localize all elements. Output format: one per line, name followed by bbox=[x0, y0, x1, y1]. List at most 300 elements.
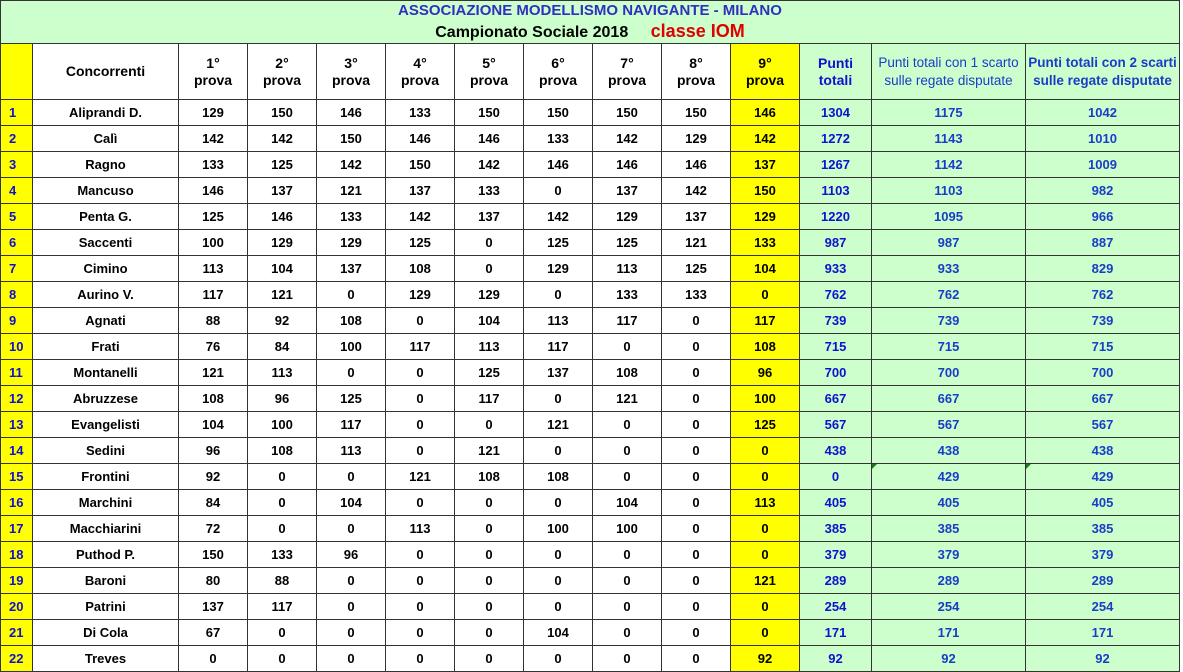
round-2-score-cell[interactable]: 113 bbox=[248, 360, 317, 386]
round-1-score-cell[interactable]: 72 bbox=[179, 516, 248, 542]
competitor-name-cell[interactable]: Calì bbox=[33, 126, 179, 152]
round-5-score-cell[interactable]: 0 bbox=[455, 646, 524, 672]
round-6-score-cell[interactable]: 0 bbox=[524, 594, 593, 620]
round-9-header[interactable] bbox=[731, 44, 800, 100]
total-points-cell[interactable]: 405 bbox=[800, 490, 872, 516]
round-3-score-cell[interactable]: 113 bbox=[317, 438, 386, 464]
round-7-score-cell[interactable]: 100 bbox=[593, 516, 662, 542]
round-6-score-cell[interactable]: 113 bbox=[524, 308, 593, 334]
round-2-score-cell[interactable]: 0 bbox=[248, 620, 317, 646]
round-8-score-cell[interactable]: 0 bbox=[662, 334, 731, 360]
round-2-score-cell[interactable]: 96 bbox=[248, 386, 317, 412]
round-5-score-cell[interactable]: 142 bbox=[455, 152, 524, 178]
round-5-score-cell[interactable]: 121 bbox=[455, 438, 524, 464]
round-9-score-cell[interactable]: 0 bbox=[731, 438, 800, 464]
round-8-score-cell[interactable]: 133 bbox=[662, 282, 731, 308]
total-points-cell[interactable]: 289 bbox=[800, 568, 872, 594]
round-3-score-cell[interactable]: 100 bbox=[317, 334, 386, 360]
round-4-score-cell[interactable]: 146 bbox=[386, 126, 455, 152]
round-7-score-cell[interactable]: 0 bbox=[593, 334, 662, 360]
round-4-score-cell[interactable]: 117 bbox=[386, 334, 455, 360]
total-1-discard-cell[interactable]: 438 bbox=[872, 438, 1026, 464]
round-6-score-cell[interactable]: 125 bbox=[524, 230, 593, 256]
round-4-score-cell[interactable]: 0 bbox=[386, 360, 455, 386]
round-4-score-cell[interactable]: 121 bbox=[386, 464, 455, 490]
round-6-score-cell[interactable]: 0 bbox=[524, 386, 593, 412]
round-6-score-cell[interactable]: 0 bbox=[524, 490, 593, 516]
total-points-cell[interactable]: 987 bbox=[800, 230, 872, 256]
round-9-score-cell[interactable]: 125 bbox=[731, 412, 800, 438]
round-3-score-cell[interactable]: 0 bbox=[317, 464, 386, 490]
round-8-score-cell[interactable]: 142 bbox=[662, 178, 731, 204]
total-1-discard-cell[interactable]: 385 bbox=[872, 516, 1026, 542]
rank-cell[interactable]: 14 bbox=[1, 438, 33, 464]
rank-cell[interactable]: 20 bbox=[1, 594, 33, 620]
round-1-score-cell[interactable]: 84 bbox=[179, 490, 248, 516]
round-9-score-cell[interactable]: 108 bbox=[731, 334, 800, 360]
total-1-discard-cell[interactable]: 1175 bbox=[872, 100, 1026, 126]
round-5-score-cell[interactable]: 129 bbox=[455, 282, 524, 308]
rank-cell[interactable]: 3 bbox=[1, 152, 33, 178]
round-7-score-cell[interactable]: 150 bbox=[593, 100, 662, 126]
round-3-score-cell[interactable]: 104 bbox=[317, 490, 386, 516]
round-4-score-cell[interactable]: 0 bbox=[386, 386, 455, 412]
round-7-score-cell[interactable]: 117 bbox=[593, 308, 662, 334]
total-1-discard-header[interactable]: Punti totali con 1 scarto sulle regate disputate bbox=[872, 44, 1026, 100]
competitor-name-cell[interactable]: Evangelisti bbox=[33, 412, 179, 438]
round-4-score-cell[interactable]: 129 bbox=[386, 282, 455, 308]
round-5-score-cell[interactable]: 146 bbox=[455, 126, 524, 152]
round-9-score-cell[interactable]: 142 bbox=[731, 126, 800, 152]
round-2-score-cell[interactable]: 125 bbox=[248, 152, 317, 178]
round-8-score-cell[interactable]: 0 bbox=[662, 308, 731, 334]
total-points-cell[interactable]: 1267 bbox=[800, 152, 872, 178]
total-2-discards-cell[interactable]: 567 bbox=[1026, 412, 1180, 438]
total-1-discard-cell[interactable]: 429 bbox=[872, 464, 1026, 490]
rank-cell[interactable]: 9 bbox=[1, 308, 33, 334]
round-9-score-cell[interactable]: 0 bbox=[731, 594, 800, 620]
round-4-score-cell[interactable]: 137 bbox=[386, 178, 455, 204]
round-6-score-cell[interactable]: 146 bbox=[524, 152, 593, 178]
round-3-score-cell[interactable]: 117 bbox=[317, 412, 386, 438]
rank-cell[interactable]: 10 bbox=[1, 334, 33, 360]
round-6-score-cell[interactable]: 142 bbox=[524, 204, 593, 230]
round-3-score-cell[interactable]: 96 bbox=[317, 542, 386, 568]
round-6-score-cell[interactable]: 121 bbox=[524, 412, 593, 438]
total-1-discard-cell[interactable]: 715 bbox=[872, 334, 1026, 360]
round-7-score-cell[interactable]: 137 bbox=[593, 178, 662, 204]
round-5-score-cell[interactable]: 0 bbox=[455, 490, 524, 516]
round-3-score-cell[interactable]: 129 bbox=[317, 230, 386, 256]
round-8-score-cell[interactable]: 0 bbox=[662, 464, 731, 490]
competitor-name-cell[interactable]: Cimino bbox=[33, 256, 179, 282]
round-5-score-cell[interactable]: 113 bbox=[455, 334, 524, 360]
round-7-score-cell[interactable]: 0 bbox=[593, 646, 662, 672]
round-1-score-cell[interactable]: 88 bbox=[179, 308, 248, 334]
round-1-score-cell[interactable]: 150 bbox=[179, 542, 248, 568]
round-7-score-cell[interactable]: 0 bbox=[593, 438, 662, 464]
competitor-name-cell[interactable]: Sedini bbox=[33, 438, 179, 464]
round-3-score-cell[interactable]: 0 bbox=[317, 594, 386, 620]
round-1-score-cell[interactable]: 67 bbox=[179, 620, 248, 646]
rank-cell[interactable]: 19 bbox=[1, 568, 33, 594]
round-8-score-cell[interactable]: 0 bbox=[662, 620, 731, 646]
round-4-score-cell[interactable]: 150 bbox=[386, 152, 455, 178]
total-1-discard-cell[interactable]: 762 bbox=[872, 282, 1026, 308]
total-1-discard-cell[interactable]: 739 bbox=[872, 308, 1026, 334]
round-2-score-cell[interactable]: 146 bbox=[248, 204, 317, 230]
round-9-score-cell[interactable]: 133 bbox=[731, 230, 800, 256]
competitor-name-cell[interactable]: Aurino V. bbox=[33, 282, 179, 308]
round-7-header[interactable] bbox=[593, 44, 662, 100]
round-6-score-cell[interactable]: 0 bbox=[524, 646, 593, 672]
round-8-score-cell[interactable]: 0 bbox=[662, 438, 731, 464]
total-points-cell[interactable]: 933 bbox=[800, 256, 872, 282]
total-points-cell[interactable]: 1220 bbox=[800, 204, 872, 230]
total-1-discard-cell[interactable]: 289 bbox=[872, 568, 1026, 594]
round-3-score-cell[interactable]: 0 bbox=[317, 620, 386, 646]
total-points-cell[interactable]: 567 bbox=[800, 412, 872, 438]
total-1-discard-cell[interactable]: 933 bbox=[872, 256, 1026, 282]
round-2-score-cell[interactable]: 84 bbox=[248, 334, 317, 360]
round-9-score-cell[interactable]: 96 bbox=[731, 360, 800, 386]
total-points-cell[interactable]: 254 bbox=[800, 594, 872, 620]
competitor-name-cell[interactable]: Baroni bbox=[33, 568, 179, 594]
total-1-discard-cell[interactable]: 667 bbox=[872, 386, 1026, 412]
competitor-name-cell[interactable]: Penta G. bbox=[33, 204, 179, 230]
round-4-score-cell[interactable]: 133 bbox=[386, 100, 455, 126]
round-5-score-cell[interactable]: 0 bbox=[455, 256, 524, 282]
round-7-score-cell[interactable]: 0 bbox=[593, 542, 662, 568]
round-9-score-cell[interactable]: 104 bbox=[731, 256, 800, 282]
round-2-score-cell[interactable]: 0 bbox=[248, 464, 317, 490]
round-9-score-cell[interactable]: 0 bbox=[731, 282, 800, 308]
round-8-score-cell[interactable]: 0 bbox=[662, 360, 731, 386]
total-2-discards-cell[interactable]: 92 bbox=[1026, 646, 1180, 672]
total-2-discards-cell[interactable]: 1009 bbox=[1026, 152, 1180, 178]
total-1-discard-cell[interactable]: 254 bbox=[872, 594, 1026, 620]
round-3-score-cell[interactable]: 121 bbox=[317, 178, 386, 204]
total-2-discards-cell[interactable]: 379 bbox=[1026, 542, 1180, 568]
total-2-discards-cell[interactable]: 1042 bbox=[1026, 100, 1180, 126]
total-points-cell[interactable]: 1272 bbox=[800, 126, 872, 152]
rank-cell[interactable]: 2 bbox=[1, 126, 33, 152]
round-2-score-cell[interactable]: 117 bbox=[248, 594, 317, 620]
round-3-score-cell[interactable]: 0 bbox=[317, 646, 386, 672]
round-8-score-cell[interactable]: 125 bbox=[662, 256, 731, 282]
round-2-score-cell[interactable]: 88 bbox=[248, 568, 317, 594]
round-8-header[interactable] bbox=[662, 44, 731, 100]
total-1-discard-cell[interactable]: 1103 bbox=[872, 178, 1026, 204]
round-1-score-cell[interactable]: 133 bbox=[179, 152, 248, 178]
round-8-score-cell[interactable]: 146 bbox=[662, 152, 731, 178]
round-5-score-cell[interactable]: 0 bbox=[455, 542, 524, 568]
round-2-score-cell[interactable]: 137 bbox=[248, 178, 317, 204]
round-2-score-cell[interactable]: 150 bbox=[248, 100, 317, 126]
round-6-score-cell[interactable]: 104 bbox=[524, 620, 593, 646]
round-6-score-cell[interactable]: 0 bbox=[524, 178, 593, 204]
competitor-name-cell[interactable]: Di Cola bbox=[33, 620, 179, 646]
round-4-score-cell[interactable]: 0 bbox=[386, 412, 455, 438]
round-8-score-cell[interactable]: 0 bbox=[662, 516, 731, 542]
round-8-score-cell[interactable]: 0 bbox=[662, 646, 731, 672]
total-1-discard-cell[interactable]: 1095 bbox=[872, 204, 1026, 230]
rank-cell[interactable]: 17 bbox=[1, 516, 33, 542]
round-1-score-cell[interactable]: 104 bbox=[179, 412, 248, 438]
total-points-cell[interactable]: 171 bbox=[800, 620, 872, 646]
round-2-score-cell[interactable]: 92 bbox=[248, 308, 317, 334]
round-1-score-cell[interactable]: 129 bbox=[179, 100, 248, 126]
round-6-score-cell[interactable]: 0 bbox=[524, 568, 593, 594]
round-6-score-cell[interactable]: 0 bbox=[524, 542, 593, 568]
total-2-discards-cell[interactable]: 171 bbox=[1026, 620, 1180, 646]
round-2-score-cell[interactable]: 133 bbox=[248, 542, 317, 568]
round-8-score-cell[interactable]: 121 bbox=[662, 230, 731, 256]
total-2-discards-cell[interactable]: 385 bbox=[1026, 516, 1180, 542]
round-4-score-cell[interactable]: 0 bbox=[386, 568, 455, 594]
total-2-discards-cell[interactable]: 1010 bbox=[1026, 126, 1180, 152]
round-3-header[interactable] bbox=[317, 44, 386, 100]
total-points-cell[interactable]: 739 bbox=[800, 308, 872, 334]
competitor-name-cell[interactable]: Marchini bbox=[33, 490, 179, 516]
round-4-score-cell[interactable]: 108 bbox=[386, 256, 455, 282]
sheet-title[interactable]: ASSOCIAZIONE MODELLISMO NAVIGANTE - MILANO bbox=[1, 1, 1180, 22]
round-1-score-cell[interactable]: 125 bbox=[179, 204, 248, 230]
round-8-score-cell[interactable]: 0 bbox=[662, 542, 731, 568]
round-8-score-cell[interactable]: 137 bbox=[662, 204, 731, 230]
rank-cell[interactable]: 7 bbox=[1, 256, 33, 282]
round-1-score-cell[interactable]: 121 bbox=[179, 360, 248, 386]
round-7-score-cell[interactable]: 0 bbox=[593, 594, 662, 620]
competitor-name-cell[interactable]: Frati bbox=[33, 334, 179, 360]
total-points-cell[interactable]: 92 bbox=[800, 646, 872, 672]
rank-cell[interactable]: 15 bbox=[1, 464, 33, 490]
total-2-discards-cell[interactable]: 739 bbox=[1026, 308, 1180, 334]
total-1-discard-cell[interactable]: 1142 bbox=[872, 152, 1026, 178]
round-7-score-cell[interactable]: 146 bbox=[593, 152, 662, 178]
round-2-score-cell[interactable]: 129 bbox=[248, 230, 317, 256]
competitor-name-cell[interactable]: Abruzzese bbox=[33, 386, 179, 412]
competitor-name-cell[interactable]: Montanelli bbox=[33, 360, 179, 386]
round-6-score-cell[interactable]: 129 bbox=[524, 256, 593, 282]
round-2-score-cell[interactable]: 0 bbox=[248, 490, 317, 516]
round-5-score-cell[interactable]: 137 bbox=[455, 204, 524, 230]
total-1-discard-cell[interactable]: 92 bbox=[872, 646, 1026, 672]
competitor-name-cell[interactable]: Ragno bbox=[33, 152, 179, 178]
round-9-score-cell[interactable]: 0 bbox=[731, 516, 800, 542]
total-points-cell[interactable]: 385 bbox=[800, 516, 872, 542]
total-points-cell[interactable]: 762 bbox=[800, 282, 872, 308]
round-5-score-cell[interactable]: 0 bbox=[455, 516, 524, 542]
round-7-score-cell[interactable]: 0 bbox=[593, 464, 662, 490]
round-7-score-cell[interactable]: 0 bbox=[593, 568, 662, 594]
round-6-score-cell[interactable]: 108 bbox=[524, 464, 593, 490]
round-1-score-cell[interactable]: 142 bbox=[179, 126, 248, 152]
round-1-score-cell[interactable]: 100 bbox=[179, 230, 248, 256]
round-3-score-cell[interactable]: 142 bbox=[317, 152, 386, 178]
total-1-discard-cell[interactable]: 405 bbox=[872, 490, 1026, 516]
round-2-score-cell[interactable]: 121 bbox=[248, 282, 317, 308]
round-6-header[interactable] bbox=[524, 44, 593, 100]
round-7-score-cell[interactable]: 142 bbox=[593, 126, 662, 152]
round-5-score-cell[interactable]: 133 bbox=[455, 178, 524, 204]
round-8-score-cell[interactable]: 129 bbox=[662, 126, 731, 152]
total-1-discard-cell[interactable]: 567 bbox=[872, 412, 1026, 438]
competitor-name-cell[interactable]: Frontini bbox=[33, 464, 179, 490]
total-points-cell[interactable]: 667 bbox=[800, 386, 872, 412]
round-6-score-cell[interactable]: 117 bbox=[524, 334, 593, 360]
round-6-score-cell[interactable]: 100 bbox=[524, 516, 593, 542]
rank-cell[interactable]: 22 bbox=[1, 646, 33, 672]
round-7-score-cell[interactable]: 0 bbox=[593, 620, 662, 646]
total-2-discards-cell[interactable]: 700 bbox=[1026, 360, 1180, 386]
round-3-score-cell[interactable]: 137 bbox=[317, 256, 386, 282]
round-5-score-cell[interactable]: 117 bbox=[455, 386, 524, 412]
rank-cell[interactable]: 11 bbox=[1, 360, 33, 386]
round-8-score-cell[interactable]: 150 bbox=[662, 100, 731, 126]
round-7-score-cell[interactable]: 104 bbox=[593, 490, 662, 516]
total-2-discards-cell[interactable]: 966 bbox=[1026, 204, 1180, 230]
round-4-score-cell[interactable]: 0 bbox=[386, 438, 455, 464]
round-5-score-cell[interactable]: 108 bbox=[455, 464, 524, 490]
rank-cell[interactable]: 6 bbox=[1, 230, 33, 256]
round-7-score-cell[interactable]: 121 bbox=[593, 386, 662, 412]
round-3-score-cell[interactable]: 146 bbox=[317, 100, 386, 126]
rank-cell[interactable]: 21 bbox=[1, 620, 33, 646]
rank-cell[interactable]: 8 bbox=[1, 282, 33, 308]
total-2-discards-cell[interactable]: 829 bbox=[1026, 256, 1180, 282]
round-4-header[interactable] bbox=[386, 44, 455, 100]
round-1-score-cell[interactable]: 146 bbox=[179, 178, 248, 204]
round-9-score-cell[interactable]: 0 bbox=[731, 542, 800, 568]
total-points-cell[interactable]: 438 bbox=[800, 438, 872, 464]
round-4-score-cell[interactable]: 125 bbox=[386, 230, 455, 256]
round-1-header[interactable] bbox=[179, 44, 248, 100]
total-points-cell[interactable]: 1304 bbox=[800, 100, 872, 126]
round-6-score-cell[interactable]: 0 bbox=[524, 438, 593, 464]
round-3-score-cell[interactable]: 150 bbox=[317, 126, 386, 152]
round-7-score-cell[interactable]: 129 bbox=[593, 204, 662, 230]
round-6-score-cell[interactable]: 137 bbox=[524, 360, 593, 386]
total-2-discards-cell[interactable]: 289 bbox=[1026, 568, 1180, 594]
round-6-score-cell[interactable]: 133 bbox=[524, 126, 593, 152]
round-5-score-cell[interactable]: 150 bbox=[455, 100, 524, 126]
round-3-score-cell[interactable]: 133 bbox=[317, 204, 386, 230]
total-2-discards-cell[interactable]: 715 bbox=[1026, 334, 1180, 360]
round-5-header[interactable] bbox=[455, 44, 524, 100]
round-9-score-cell[interactable]: 121 bbox=[731, 568, 800, 594]
total-points-cell[interactable]: 700 bbox=[800, 360, 872, 386]
competitor-name-cell[interactable]: Mancuso bbox=[33, 178, 179, 204]
name-header[interactable]: Concorrenti bbox=[33, 44, 179, 100]
rank-cell[interactable]: 18 bbox=[1, 542, 33, 568]
round-2-score-cell[interactable]: 108 bbox=[248, 438, 317, 464]
round-1-score-cell[interactable]: 113 bbox=[179, 256, 248, 282]
round-8-score-cell[interactable]: 0 bbox=[662, 412, 731, 438]
round-2-score-cell[interactable]: 142 bbox=[248, 126, 317, 152]
round-2-score-cell[interactable]: 0 bbox=[248, 516, 317, 542]
round-7-score-cell[interactable]: 133 bbox=[593, 282, 662, 308]
round-6-score-cell[interactable]: 150 bbox=[524, 100, 593, 126]
rank-cell[interactable]: 1 bbox=[1, 100, 33, 126]
round-1-score-cell[interactable]: 117 bbox=[179, 282, 248, 308]
total-header[interactable]: Punti totali bbox=[800, 44, 872, 100]
round-3-score-cell[interactable]: 108 bbox=[317, 308, 386, 334]
round-8-score-cell[interactable]: 0 bbox=[662, 490, 731, 516]
round-9-score-cell[interactable]: 100 bbox=[731, 386, 800, 412]
round-9-score-cell[interactable]: 150 bbox=[731, 178, 800, 204]
total-points-cell[interactable]: 0 bbox=[800, 464, 872, 490]
round-1-score-cell[interactable]: 108 bbox=[179, 386, 248, 412]
round-1-score-cell[interactable]: 80 bbox=[179, 568, 248, 594]
rank-cell[interactable]: 5 bbox=[1, 204, 33, 230]
rank-header-cell[interactable] bbox=[1, 44, 33, 100]
round-3-score-cell[interactable]: 0 bbox=[317, 568, 386, 594]
round-3-score-cell[interactable]: 0 bbox=[317, 282, 386, 308]
round-5-score-cell[interactable]: 0 bbox=[455, 230, 524, 256]
total-points-cell[interactable]: 715 bbox=[800, 334, 872, 360]
round-4-score-cell[interactable]: 142 bbox=[386, 204, 455, 230]
round-5-score-cell[interactable]: 0 bbox=[455, 568, 524, 594]
total-2-discards-cell[interactable]: 438 bbox=[1026, 438, 1180, 464]
total-2-discards-cell[interactable]: 887 bbox=[1026, 230, 1180, 256]
round-4-score-cell[interactable]: 0 bbox=[386, 308, 455, 334]
round-9-score-cell[interactable]: 92 bbox=[731, 646, 800, 672]
round-8-score-cell[interactable]: 0 bbox=[662, 594, 731, 620]
round-2-score-cell[interactable]: 0 bbox=[248, 646, 317, 672]
competitor-name-cell[interactable]: Saccenti bbox=[33, 230, 179, 256]
round-4-score-cell[interactable]: 0 bbox=[386, 620, 455, 646]
total-points-cell[interactable]: 1103 bbox=[800, 178, 872, 204]
round-2-header[interactable] bbox=[248, 44, 317, 100]
rank-cell[interactable]: 16 bbox=[1, 490, 33, 516]
round-2-score-cell[interactable]: 104 bbox=[248, 256, 317, 282]
round-9-score-cell[interactable]: 129 bbox=[731, 204, 800, 230]
total-2-discards-header[interactable]: Punti totali con 2 scarti sulle regate disputate bbox=[1026, 44, 1180, 100]
round-6-score-cell[interactable]: 0 bbox=[524, 282, 593, 308]
round-4-score-cell[interactable]: 0 bbox=[386, 646, 455, 672]
round-7-score-cell[interactable]: 113 bbox=[593, 256, 662, 282]
total-2-discards-cell[interactable]: 982 bbox=[1026, 178, 1180, 204]
round-1-score-cell[interactable]: 137 bbox=[179, 594, 248, 620]
round-3-score-cell[interactable]: 125 bbox=[317, 386, 386, 412]
total-1-discard-cell[interactable]: 379 bbox=[872, 542, 1026, 568]
round-1-score-cell[interactable]: 76 bbox=[179, 334, 248, 360]
competitor-name-cell[interactable]: Macchiarini bbox=[33, 516, 179, 542]
rank-cell[interactable]: 4 bbox=[1, 178, 33, 204]
rank-cell[interactable]: 12 bbox=[1, 386, 33, 412]
round-3-score-cell[interactable]: 0 bbox=[317, 360, 386, 386]
round-3-score-cell[interactable]: 0 bbox=[317, 516, 386, 542]
round-5-score-cell[interactable]: 125 bbox=[455, 360, 524, 386]
round-9-score-cell[interactable]: 146 bbox=[731, 100, 800, 126]
total-1-discard-cell[interactable]: 987 bbox=[872, 230, 1026, 256]
competitor-name-cell[interactable]: Patrini bbox=[33, 594, 179, 620]
round-7-score-cell[interactable]: 125 bbox=[593, 230, 662, 256]
round-1-score-cell[interactable]: 0 bbox=[179, 646, 248, 672]
total-2-discards-cell[interactable]: 429 bbox=[1026, 464, 1180, 490]
total-2-discards-cell[interactable]: 762 bbox=[1026, 282, 1180, 308]
round-9-score-cell[interactable]: 137 bbox=[731, 152, 800, 178]
competitor-name-cell[interactable]: Agnati bbox=[33, 308, 179, 334]
round-8-score-cell[interactable]: 0 bbox=[662, 568, 731, 594]
round-1-score-cell[interactable]: 96 bbox=[179, 438, 248, 464]
round-1-score-cell[interactable]: 92 bbox=[179, 464, 248, 490]
competitor-name-cell[interactable]: Treves bbox=[33, 646, 179, 672]
round-5-score-cell[interactable]: 0 bbox=[455, 620, 524, 646]
round-5-score-cell[interactable]: 0 bbox=[455, 412, 524, 438]
round-4-score-cell[interactable]: 0 bbox=[386, 542, 455, 568]
